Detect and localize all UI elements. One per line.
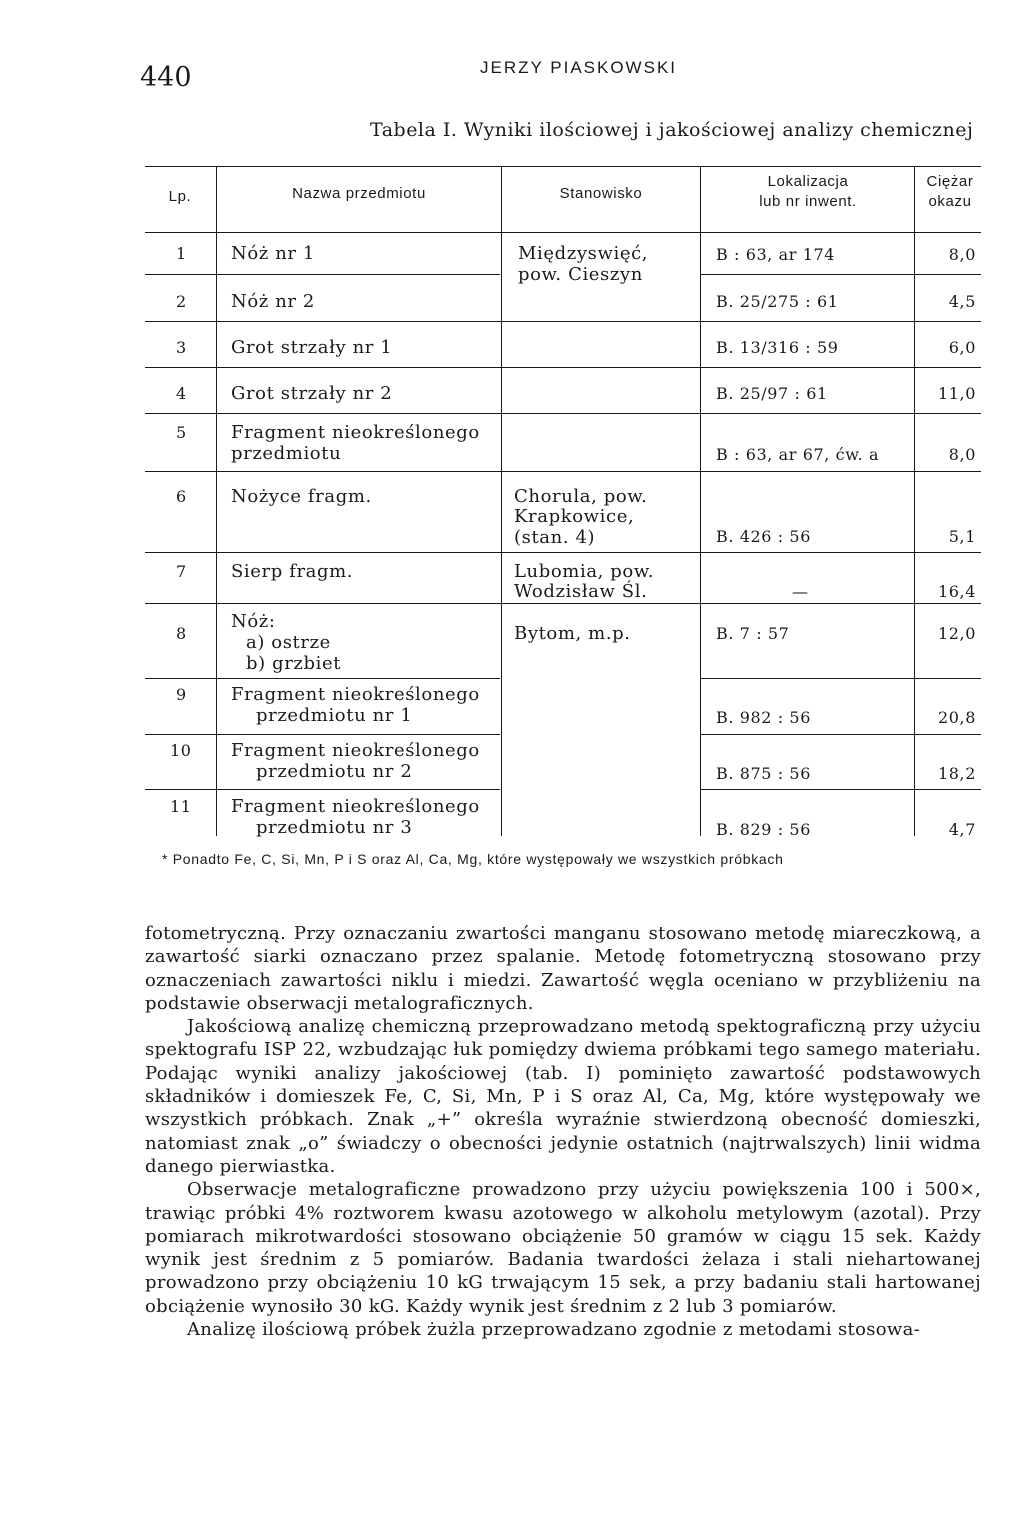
- row-8-location: B. 7 : 57: [716, 624, 790, 643]
- row-1-weight: 8,0: [948, 245, 976, 264]
- row-9-weight: 20,8: [937, 708, 976, 727]
- row-3-weight: 6,0: [948, 338, 976, 357]
- row-7-site-line1: Lubomia, pow.: [514, 561, 655, 582]
- row-11-location: B. 829 : 56: [716, 820, 811, 839]
- col-header-weight: [916, 172, 984, 212]
- row-3-lp: 3: [176, 338, 187, 357]
- page-number: 440: [140, 62, 192, 93]
- row-8-lp: 8: [176, 624, 187, 643]
- row-1-name: Nóż nr 1: [231, 243, 315, 264]
- row-2-location: B. 25/275 : 61: [716, 292, 839, 311]
- col-rule-1: [216, 166, 217, 836]
- row-2-weight: 4,5: [948, 292, 976, 311]
- col-header-location-line1: Lokalizacja: [767, 173, 849, 190]
- row-10-name-line1: Fragment nieokreślonego: [231, 740, 480, 761]
- row-1-site-line2: pow. Cieszyn: [518, 264, 643, 285]
- col-header-name: Nazwa przedmiotu: [292, 185, 426, 202]
- col-header-location: [702, 172, 914, 212]
- row-rule: [145, 552, 981, 553]
- row-6-weight: 5,1: [948, 527, 976, 546]
- row-5-lp: 5: [176, 423, 187, 442]
- row-6-name: Nożyce fragm.: [231, 486, 372, 507]
- row-5-name-line1: Fragment nieokreślonego: [231, 422, 480, 443]
- row-9-lp: 9: [176, 685, 187, 704]
- table-header-rule: [145, 232, 981, 233]
- row-6-lp: 6: [176, 487, 187, 506]
- col-rule-4: [914, 166, 915, 836]
- col-header-location-line2: lub nr inwent.: [759, 193, 857, 210]
- row-6-location: B. 426 : 56: [716, 527, 811, 546]
- row-rule: [145, 678, 500, 679]
- row-1-location: B : 63, ar 174: [716, 245, 836, 264]
- row-8-site: Bytom, m.p.: [514, 623, 631, 644]
- row-2-lp: 2: [176, 292, 187, 311]
- row-rule: [145, 413, 981, 414]
- row-rule: [145, 471, 981, 472]
- row-9-name-line1: Fragment nieokreślonego: [231, 684, 480, 705]
- col-header-weight-line2: okazu: [928, 193, 972, 210]
- running-head: JERZY PIASKOWSKI: [480, 58, 678, 77]
- row-11-name-line2: przedmiotu nr 3: [256, 817, 413, 838]
- row-10-weight: 18,2: [937, 764, 976, 783]
- row-7-location: —: [792, 582, 809, 601]
- row-7-site-line2: Wodzisław Śl.: [514, 581, 648, 602]
- row-6-site-line1: Chorula, pow.: [514, 486, 648, 507]
- row-7-weight: 16,4: [937, 582, 976, 601]
- table-top-rule: [145, 166, 981, 167]
- row-9-name-line2: przedmiotu nr 1: [256, 705, 413, 726]
- row-4-name: Grot strzały nr 2: [231, 383, 393, 404]
- row-4-lp: 4: [176, 384, 187, 403]
- paragraph-4: Analizę ilościową próbek żużla przeprowadzano zgodnie z metodami stosowa-: [187, 1319, 920, 1341]
- row-rule: [145, 789, 500, 790]
- row-7-name: Sierp fragm.: [231, 561, 354, 582]
- row-rule: [145, 734, 500, 735]
- row-rule: [145, 367, 981, 368]
- row-3-location: B. 13/316 : 59: [716, 338, 839, 357]
- col-header-lp: Lp.: [168, 188, 192, 205]
- row-5-location: B : 63, ar 67, ćw. a: [716, 445, 880, 464]
- row-7-lp: 7: [176, 562, 187, 581]
- row-8-name-line3: b) grzbiet: [246, 653, 342, 674]
- row-10-location: B. 875 : 56: [716, 764, 811, 783]
- row-5-name-line2: przedmiotu: [231, 443, 342, 464]
- col-rule-3: [700, 166, 701, 836]
- row-6-site-line2: Krapkowice,: [514, 506, 635, 527]
- row-rule: [145, 603, 981, 604]
- col-header-weight-line1: Ciężar: [926, 173, 974, 190]
- row-10-name-line2: przedmiotu nr 2: [256, 761, 413, 782]
- row-rule: [700, 678, 981, 679]
- body-text: [145, 922, 981, 1341]
- row-rule: [700, 789, 981, 790]
- col-rule-2: [501, 166, 502, 836]
- table-footnote: * Ponadto Fe, C, Si, Mn, P i S oraz Al, Ca, Mg, które występowały we wszystkich próbkach: [162, 851, 784, 867]
- row-rule: [145, 274, 500, 275]
- row-4-location: B. 25/97 : 61: [716, 384, 828, 403]
- row-4-weight: 11,0: [937, 384, 976, 403]
- row-10-lp: 10: [170, 741, 192, 760]
- row-11-weight: 4,7: [948, 820, 976, 839]
- table-caption: Tabela I. Wyniki ilościowej i jakościowej analizy chemicznej: [370, 119, 974, 141]
- row-2-name: Nóż nr 2: [231, 291, 315, 312]
- row-5-weight: 8,0: [948, 445, 976, 464]
- col-header-site: Stanowisko: [559, 185, 643, 202]
- row-rule: [700, 734, 981, 735]
- row-8-weight: 12,0: [937, 624, 976, 643]
- row-6-site-line3: (stan. 4): [514, 527, 596, 548]
- row-rule: [700, 274, 981, 275]
- row-8-name-line1: Nóż:: [231, 611, 276, 632]
- row-3-name: Grot strzały nr 1: [231, 337, 393, 358]
- row-1-site-line1: Międzyswięć,: [518, 243, 649, 264]
- row-rule: [145, 321, 981, 322]
- paragraph-3: Obserwacje metalograficzne prowadzono przy użyciu powiększenia 100 i 500×, trawiąc próbki 4% roztworem kwasu azotowego w alkoholu metylowym (azotal). Przy pomiarach mikrotwardości stosowano obciążenie 50 gramów w ciągu 15 sek. Każdy wynik jest średnim z 5 pomiarów. Badania twardości żelaza i stali niehartowanej prowadzono przy obciążeniu 10 kG trwającym 15 sek, a przy badaniu stali hartowanej obciążenie wynosiło 30 kG. Każdy wynik jest średnim z 2 lub 3 pomiarów.: [145, 1179, 981, 1317]
- paragraph-1: fotometryczną. Przy oznaczaniu zwartości manganu stosowano metodę miareczkową, a zawartość siarki oznaczano przez spalanie. Metodę fotometryczną stosowano przy oznaczeniach zawartości niklu i miedzi. Zawartość węgla oceniano w przybliżeniu na podstawie obserwacji metalograficznych.: [145, 923, 981, 1014]
- row-9-location: B. 982 : 56: [716, 708, 811, 727]
- paragraph-2: Jakościową analizę chemiczną przeprowadzano metodą spektograficzną przy użyciu spektografu ISP 22, wzbudzając łuk pomiędzy dwiema próbkami tego samego materiału. Podając wyniki analizy jakościowej (tab. I) pominięto zawartość podstawowych składników i domieszek Fe, C, Si, Mn, P i S oraz Al, Ca, Mg, które występowały we wszystkich próbkach. Znak „+” określa wyraźnie stwierdzoną obecność domieszki, natomiast znak „o” świadczy o obecności jedynie ostatnich (najtrwalszych) linii widma danego pierwiastka.: [145, 1016, 981, 1177]
- row-11-name-line1: Fragment nieokreślonego: [231, 796, 480, 817]
- row-11-lp: 11: [170, 797, 192, 816]
- row-8-name-line2: a) ostrze: [246, 632, 331, 653]
- row-1-lp: 1: [176, 244, 187, 263]
